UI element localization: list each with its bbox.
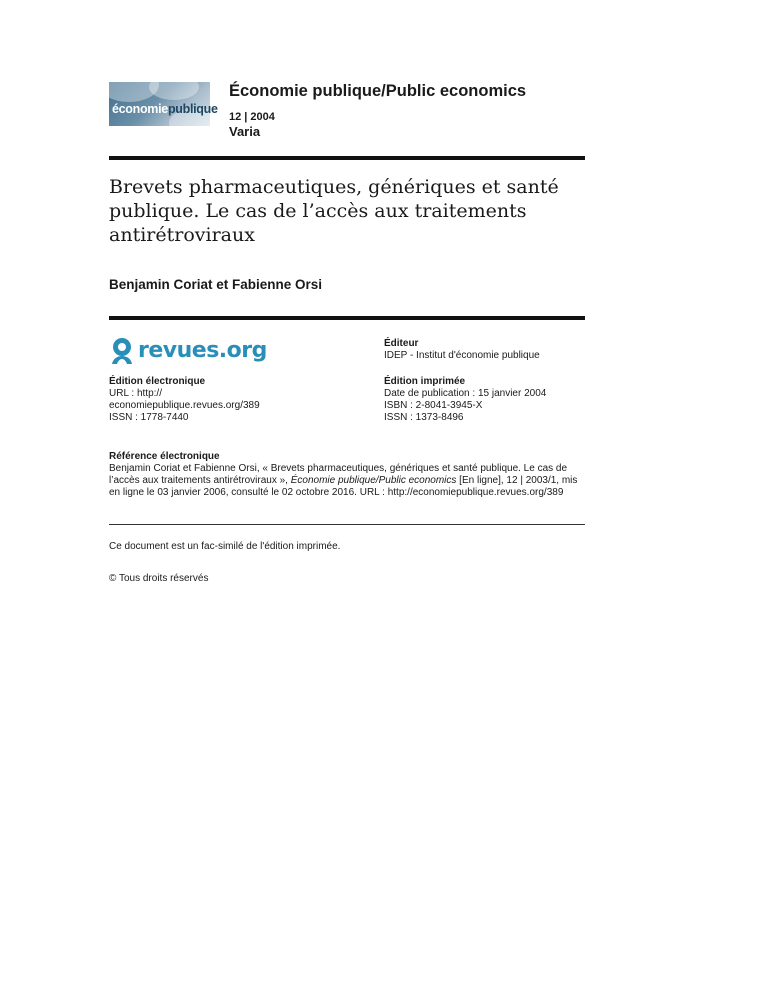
revues-org-brand-text: revues.org xyxy=(138,338,267,363)
logo-text-publique: publique xyxy=(167,102,218,116)
edition-electronique-heading: Édition électronique xyxy=(109,376,206,387)
article-authors: Benjamin Coriat et Fabienne Orsi xyxy=(109,277,323,292)
edition-imprimee-block xyxy=(384,376,546,424)
reference-journal: Économie publique/Public economics xyxy=(290,475,457,486)
reference-heading: Référence électronique xyxy=(109,451,220,462)
edition-imprimee-heading: Édition imprimée xyxy=(384,376,466,387)
copyright-notice: © Tous droits réservés xyxy=(109,573,209,584)
top-divider xyxy=(109,156,585,160)
edition-imprimee-date: Date de publication : 15 janvier 2004 xyxy=(384,388,547,399)
revues-org-flower-icon xyxy=(109,336,135,366)
edition-electronique-url-line2[interactable]: economiepublique.revues.org/389 xyxy=(109,400,260,411)
edition-imprimee-issn: ISSN : 1373-8496 xyxy=(384,412,464,423)
reference-divider xyxy=(109,524,585,525)
editeur-heading: Éditeur xyxy=(384,338,419,349)
journal-logo xyxy=(109,82,218,126)
logo-text-economie: économie xyxy=(112,102,168,116)
revues-org-logo[interactable] xyxy=(109,336,267,366)
editeur-value: IDEP - Institut d'économie publique xyxy=(384,350,540,361)
article-title: Brevets pharmaceutiques, génériques et santé publique. Le cas de l’accès aux traitements antirétroviraux xyxy=(109,176,559,246)
facsimile-notice: Ce document est un fac-similé de l'édition imprimée. xyxy=(109,541,341,552)
reference-text-2: [En ligne], 12 | 2003/1, mis en ligne le 03 janvier 2006, consulté le 02 octobre 2016. URL : http://economiepublique.revues.org/389 xyxy=(109,475,578,498)
reference-text-1: Benjamin Coriat et Fabienne Orsi, « Brevets pharmaceutiques, génériques et santé publique. Le cas de l’accès aux traitements antirétroviraux », xyxy=(109,463,568,486)
reference-body xyxy=(109,463,589,499)
middle-divider xyxy=(109,316,585,320)
issue-number: 12 | 2004 xyxy=(229,111,275,123)
section-name: Varia xyxy=(229,124,261,139)
edition-imprimee-isbn: ISBN : 2-8041-3945-X xyxy=(384,400,483,411)
edition-electronique-issn: ISSN : 1778-7440 xyxy=(109,412,189,423)
journal-logo-text xyxy=(112,102,218,116)
edition-electronique-block xyxy=(109,376,260,424)
editeur-block xyxy=(384,338,540,362)
journal-title: Économie publique/Public economics xyxy=(229,82,527,100)
reference-electronique xyxy=(109,451,589,499)
edition-electronique-url-line1[interactable]: URL : http:// xyxy=(109,388,162,399)
